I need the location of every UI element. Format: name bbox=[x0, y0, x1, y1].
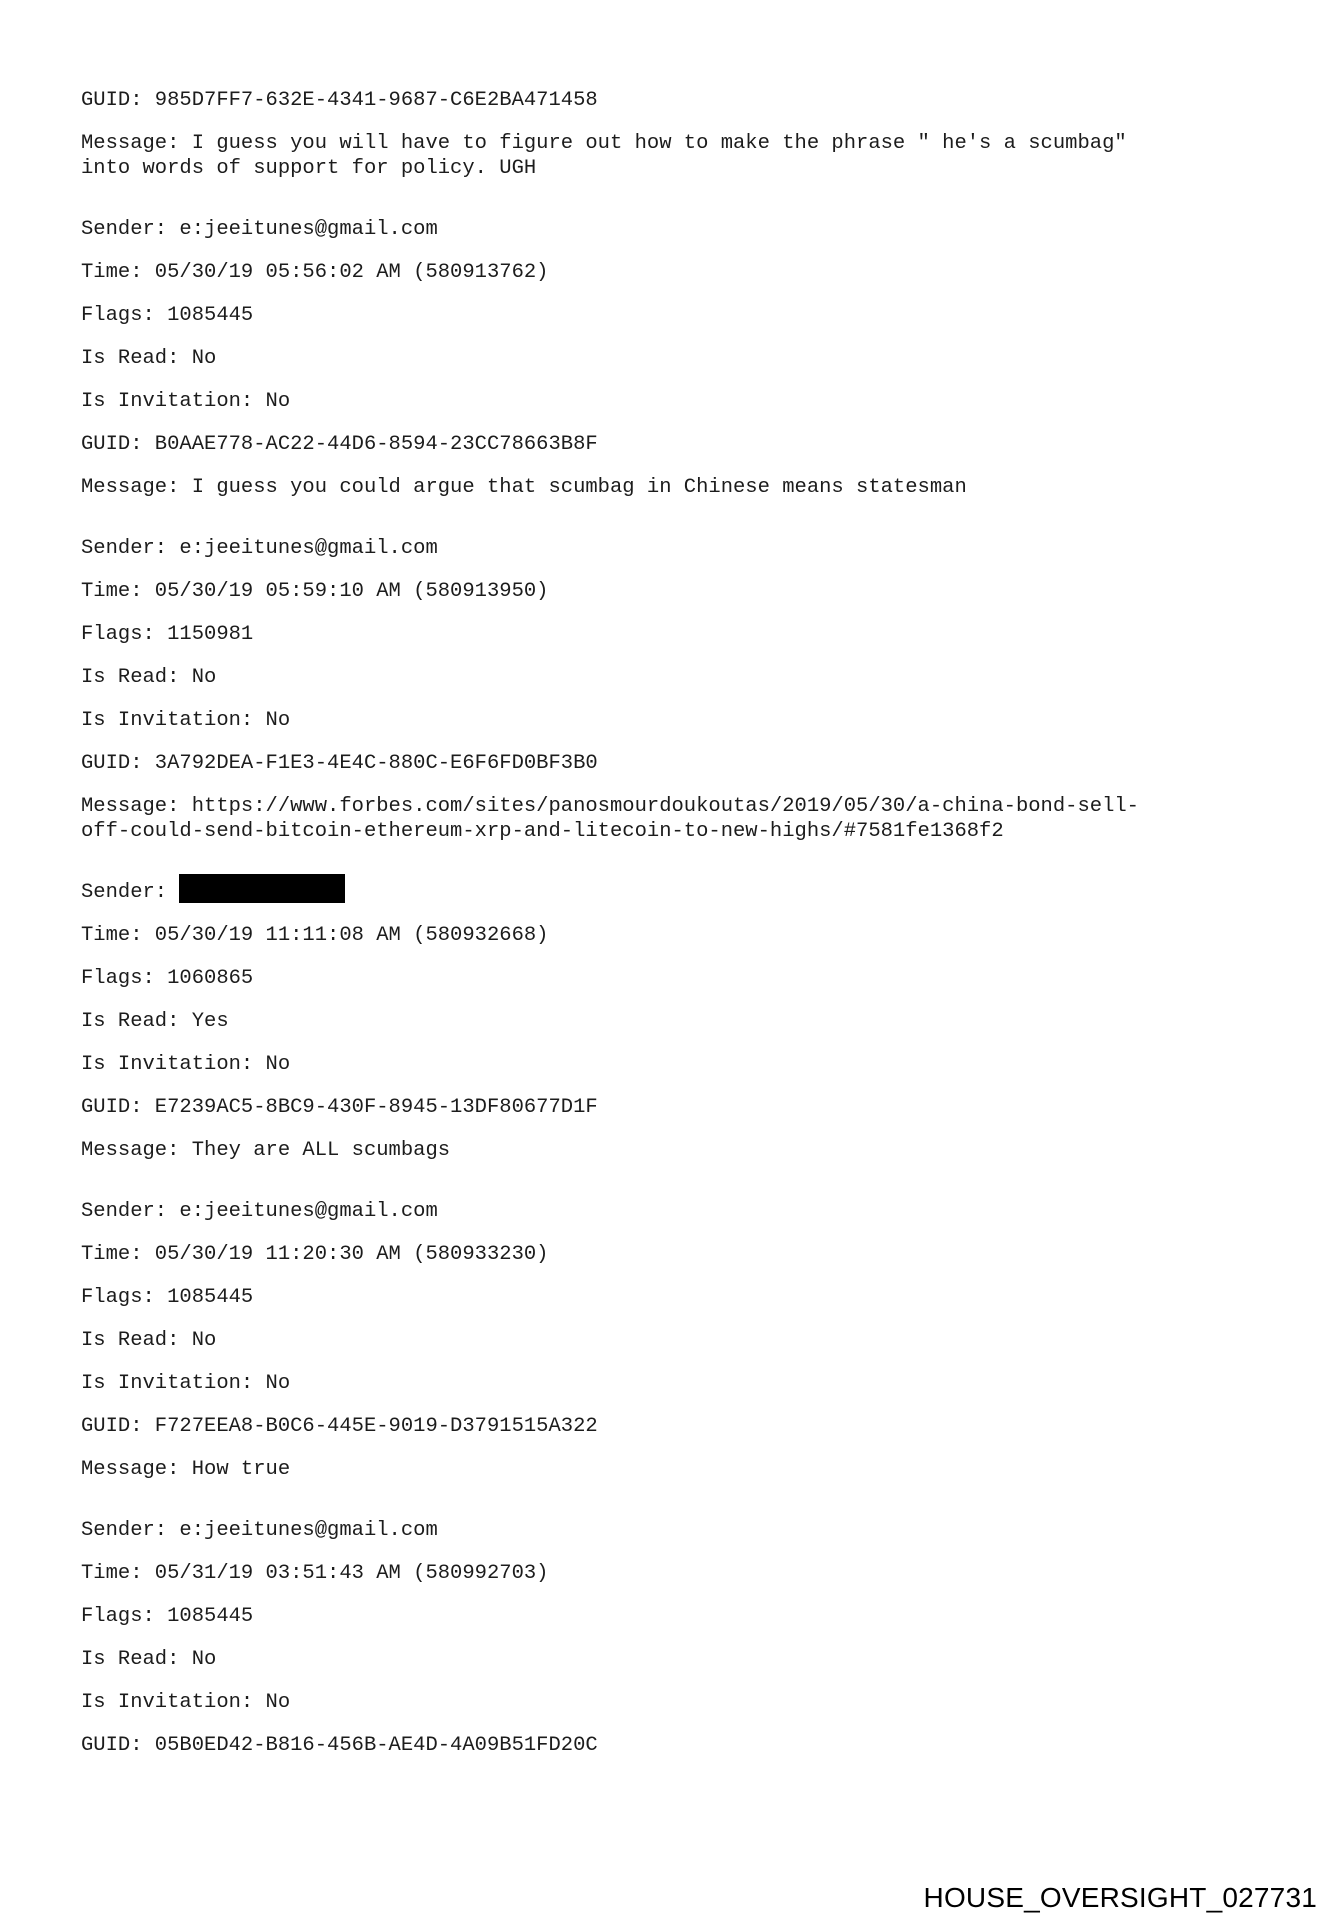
is-invitation-line: Is Invitation: No bbox=[81, 1691, 291, 1714]
time-line: Time: 05/31/19 03:51:43 AM (580992703) bbox=[81, 1562, 549, 1585]
guid-line: GUID: 3A792DEA-F1E3-4E4C-880C-E6F6FD0BF3B0 bbox=[81, 752, 598, 775]
message-line: Message: They are ALL scumbags bbox=[81, 1139, 451, 1162]
guid-line: GUID: F727EEA8-B0C6-445E-9019-D3791515A322 bbox=[81, 1415, 598, 1438]
guid-line: GUID: 05B0ED42-B816-456B-AE4D-4A09B51FD20C bbox=[81, 1734, 598, 1757]
guid-line: GUID: E7239AC5-8BC9-430F-8945-13DF80677D1F bbox=[81, 1096, 598, 1119]
is-read-line: Is Read: No bbox=[81, 666, 217, 689]
bates-number: HOUSE_OVERSIGHT_027731 bbox=[923, 1882, 1317, 1913]
is-read-line: Is Read: No bbox=[81, 1648, 217, 1671]
time-line: Time: 05/30/19 11:20:30 AM (580933230) bbox=[81, 1243, 549, 1266]
redaction-box bbox=[179, 874, 345, 903]
time-line: Time: 05/30/19 05:59:10 AM (580913950) bbox=[81, 580, 549, 603]
is-invitation-line: Is Invitation: No bbox=[81, 709, 291, 732]
is-invitation-line: Is Invitation: No bbox=[81, 1053, 291, 1076]
message-line: Message: I guess you will have to figure out how to make the phrase " he's a scumbag" bbox=[81, 132, 1127, 155]
sender-label: Sender: bbox=[81, 881, 180, 904]
flags-line: Flags: 1085445 bbox=[81, 1286, 254, 1309]
flags-line: Flags: 1060865 bbox=[81, 967, 254, 990]
message-line: Message: https://www.forbes.com/sites/panosmourdoukoutas/2019/05/30/a-china-bond-sell- bbox=[81, 795, 1139, 818]
sender-line: Sender: e:jeeitunes@gmail.com bbox=[81, 1200, 438, 1223]
message-line-continued: into words of support for policy. UGH bbox=[81, 157, 537, 180]
sender-line: Sender: e:jeeitunes@gmail.com bbox=[81, 218, 438, 241]
flags-line: Flags: 1085445 bbox=[81, 1605, 254, 1628]
sender-line: Sender: e:jeeitunes@gmail.com bbox=[81, 1519, 438, 1542]
message-log bbox=[81, 88, 1271, 1758]
guid-line: GUID: B0AAE778-AC22-44D6-8594-23CC78663B8F bbox=[81, 433, 598, 456]
sender-line: Sender: e:jeeitunes@gmail.com bbox=[81, 537, 438, 560]
is-read-line: Is Read: Yes bbox=[81, 1010, 229, 1033]
message-line: Message: How true bbox=[81, 1458, 291, 1481]
message-line-continued: off-could-send-bitcoin-ethereum-xrp-and-litecoin-to-new-highs/#7581fe1368f2 bbox=[81, 820, 1004, 843]
message-line: Message: I guess you could argue that scumbag in Chinese means statesman bbox=[81, 476, 967, 499]
is-invitation-line: Is Invitation: No bbox=[81, 1372, 291, 1395]
time-line: Time: 05/30/19 05:56:02 AM (580913762) bbox=[81, 261, 549, 284]
sender-line-redacted bbox=[81, 880, 1271, 905]
flags-line: Flags: 1150981 bbox=[81, 623, 254, 646]
is-read-line: Is Read: No bbox=[81, 1329, 217, 1352]
time-line: Time: 05/30/19 11:11:08 AM (580932668) bbox=[81, 924, 549, 947]
is-read-line: Is Read: No bbox=[81, 347, 217, 370]
is-invitation-line: Is Invitation: No bbox=[81, 390, 291, 413]
flags-line: Flags: 1085445 bbox=[81, 304, 254, 327]
guid-line: GUID: 985D7FF7-632E-4341-9687-C6E2BA471458 bbox=[81, 89, 598, 112]
